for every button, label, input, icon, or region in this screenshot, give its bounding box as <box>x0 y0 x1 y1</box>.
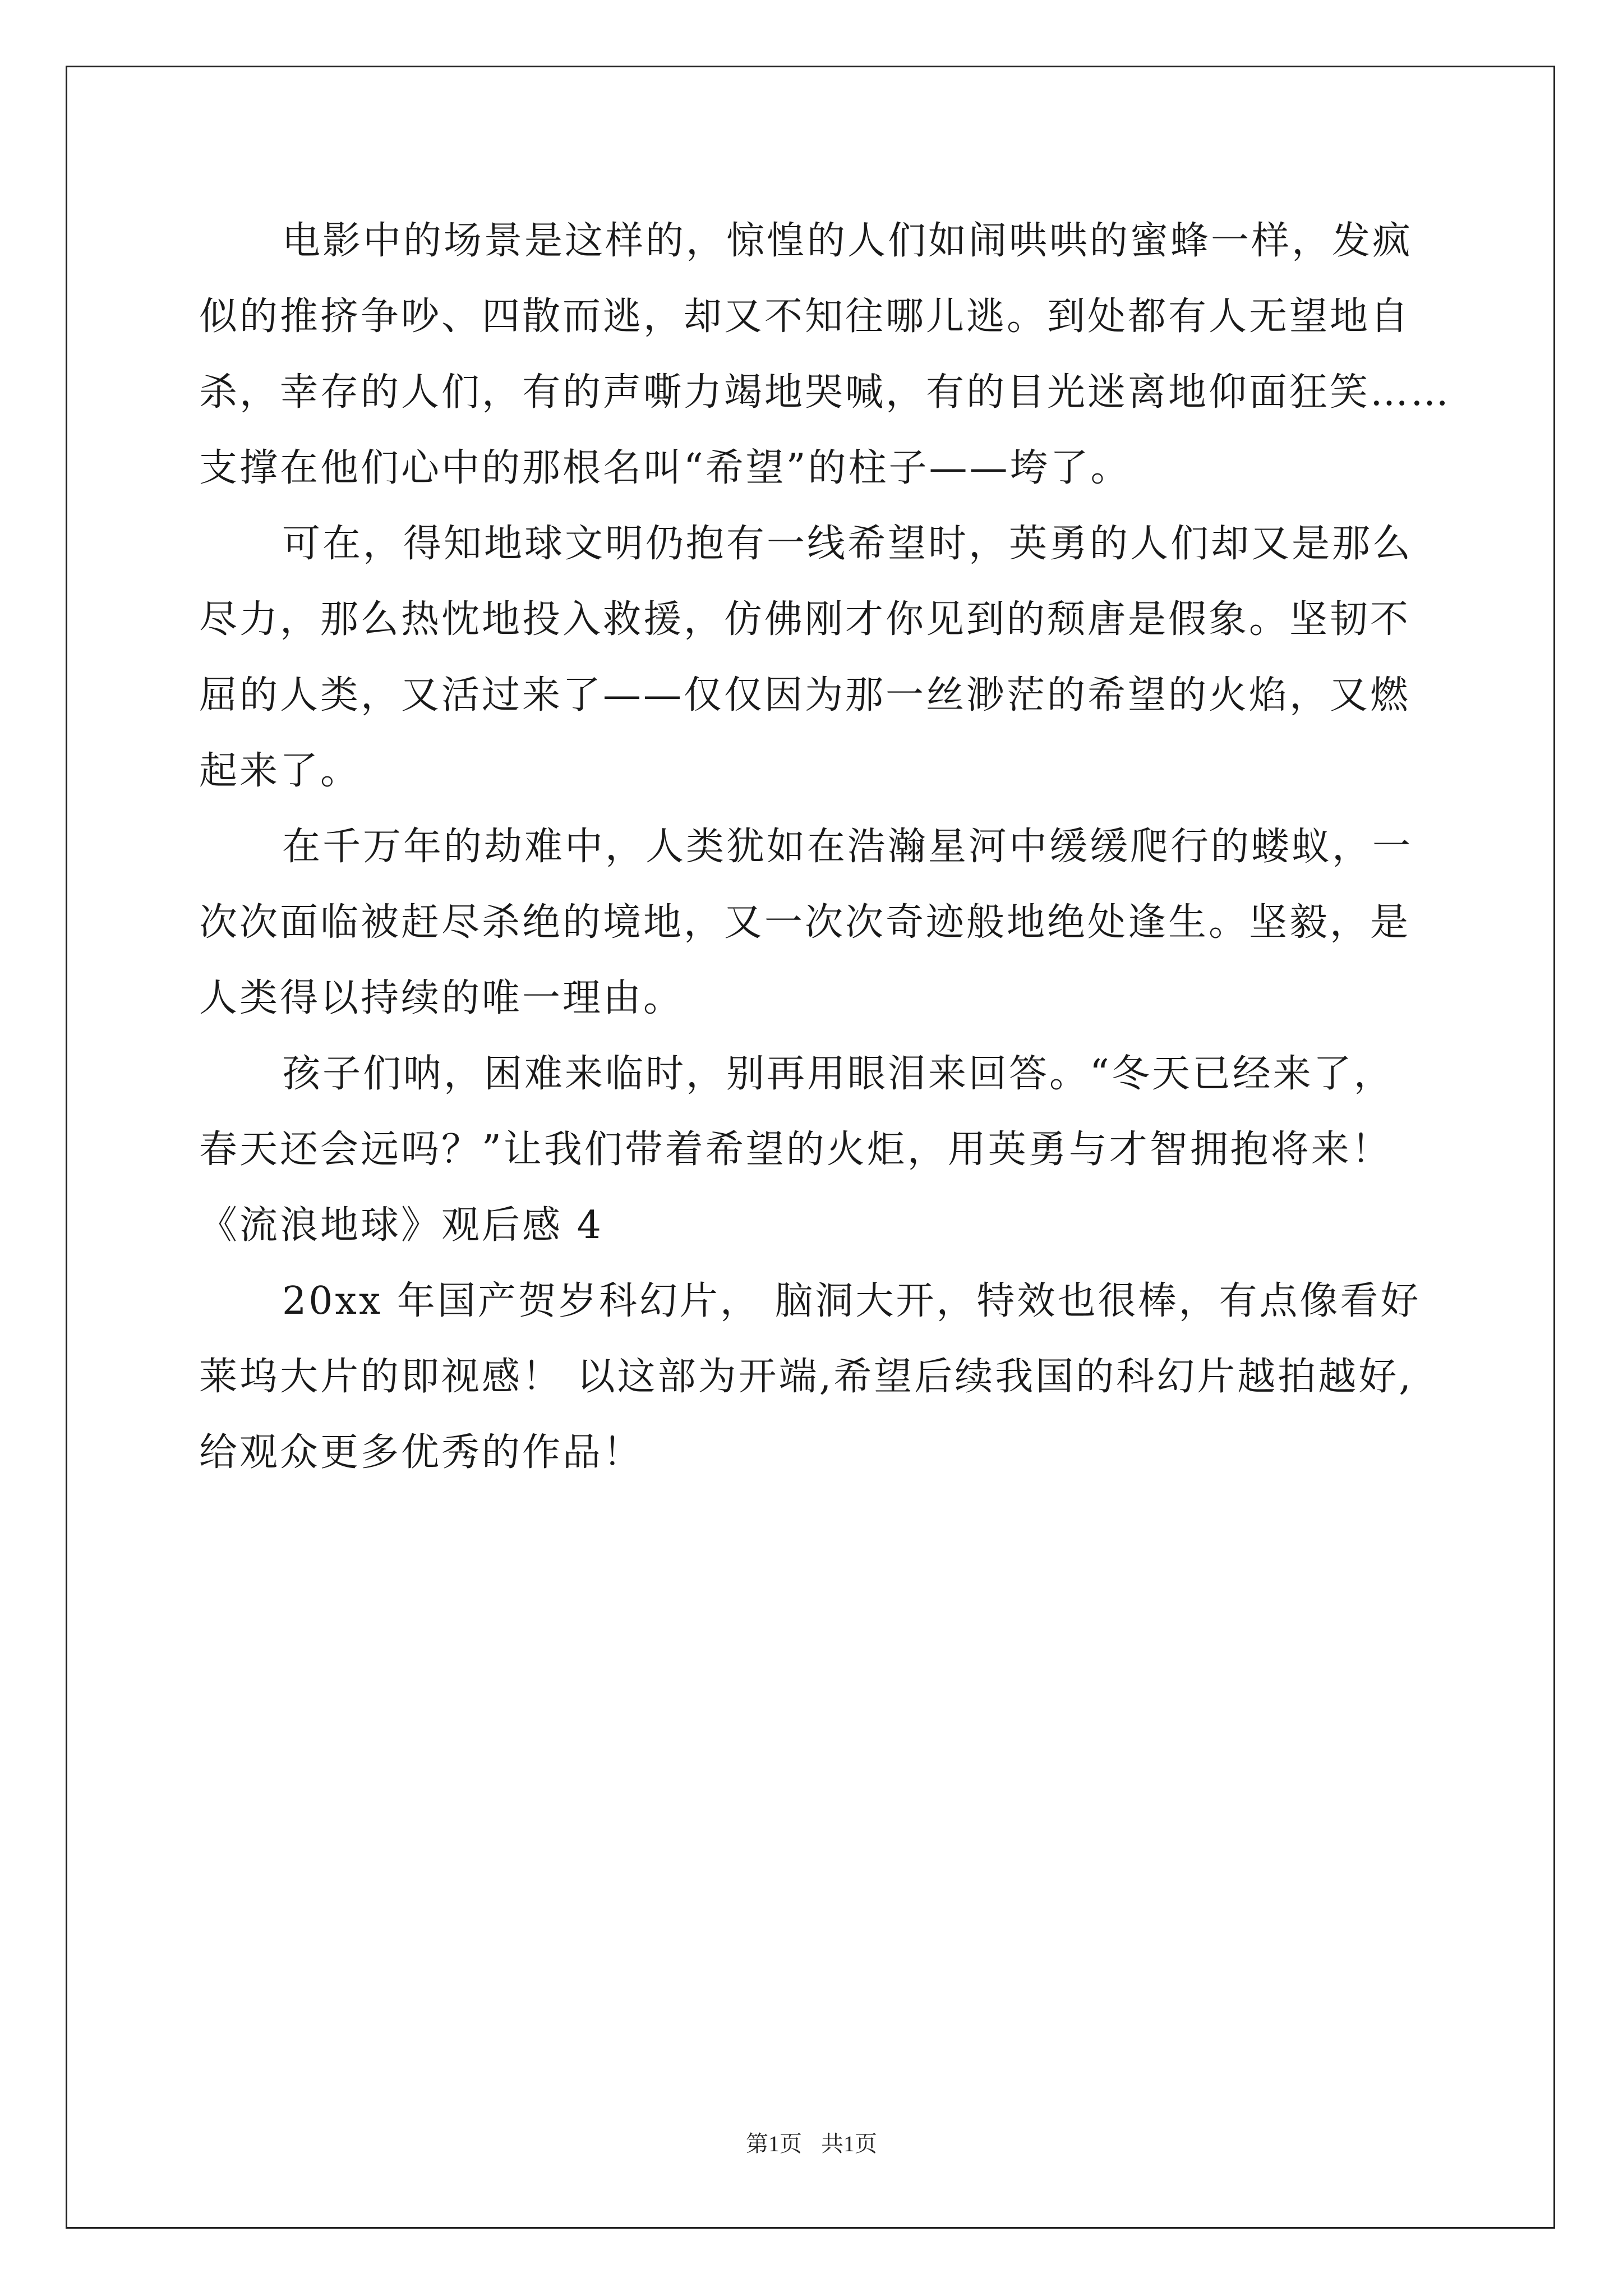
paragraph-line: 给观众更多优秀的作品！ <box>199 1430 644 1475</box>
page-footer <box>0 2126 1623 2158</box>
paragraph-line: 似的推挤争吵、四散而逃，却又不知往哪儿逃。到处都有人无望地自 <box>199 295 1411 339</box>
paragraph-line: 支撑在他们心中的那根名叫“希望”的柱子——垮了。 <box>199 446 1131 490</box>
paragraph-line: 电影中的场景是这样的，惊惶的人们如闹哄哄的蜜蜂一样，发疯 <box>282 219 1413 263</box>
page-total: 共1页 <box>821 2131 877 2156</box>
paragraph-line: 次次面临被赶尽杀绝的境地，又一次次奇迹般地绝处逢生。坚毅，是 <box>199 900 1411 945</box>
paragraph-line: 在千万年的劫难中，人类犹如在浩瀚星河中缓缓爬行的蝼蚁，一 <box>282 825 1413 869</box>
section-heading: 《流浪地球》观后感 4 <box>199 1203 603 1248</box>
paragraph-line: 尽力，那么热忱地投入救援，仿佛刚才你见到的颓唐是假象。坚韧不 <box>199 597 1411 642</box>
paragraph-line: 杀，幸存的人们，有的声嘶力竭地哭喊，有的目光迷离地仰面狂笑…… <box>199 370 1451 415</box>
paragraph-line: 可在，得知地球文明仍抱有一线希望时，英勇的人们却又是那么 <box>282 522 1413 566</box>
page-number: 第1页 <box>746 2131 802 2156</box>
paragraph-line: 20xx 年国产贺岁科幻片， 脑洞大开，特效也很棒，有点像看好 <box>282 1279 1421 1323</box>
paragraph-line: 起来了。 <box>199 749 361 793</box>
paragraph-line: 屈的人类，又活过来了——仅仅因为那一丝渺茫的希望的火焰，又燃 <box>199 673 1411 717</box>
paragraph-line: 春天还会远吗？”让我们带着希望的火炬，用英勇与才智拥抱将来！ <box>199 1128 1392 1172</box>
paragraph-line: 孩子们呐，困难来临时，别再用眼泪来回答。“冬天已经来了， <box>282 1052 1394 1096</box>
paragraph-line: 莱坞大片的即视感！ 以这部为开端,希望后续我国的科幻片越拍越好, <box>199 1355 1413 1399</box>
paragraph-line: 人类得以持续的唯一理由。 <box>199 976 684 1020</box>
